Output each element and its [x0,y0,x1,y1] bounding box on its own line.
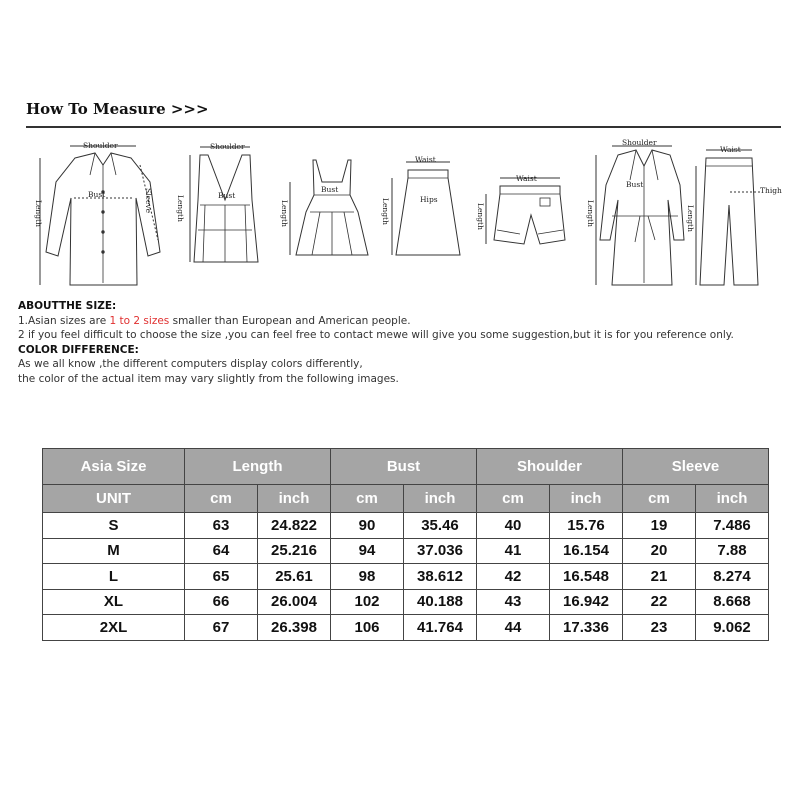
garment-label: Bust [218,191,236,200]
note-text: 1.Asian sizes are [18,314,110,327]
table-cell: 41 [477,538,550,564]
garment-label: Bust [321,185,339,194]
column-header: Shoulder [477,449,623,485]
unit-cell: UNIT [43,485,185,513]
garment-label: Length [280,200,289,227]
about-size-heading: ABOUTTHE SIZE: [18,300,117,312]
table-cell: 44 [477,615,550,641]
table-cell: 16.548 [550,564,623,590]
size-cell: M [43,538,185,564]
table-cell: 26.398 [258,615,331,641]
table-cell: 19 [623,513,696,539]
table-row [43,615,769,641]
table-cell: 7.486 [696,513,769,539]
garment-label: Shoulder [83,141,118,150]
table-cell: 23 [623,615,696,641]
table-cell: 94 [331,538,404,564]
size-chart-table [42,448,769,641]
unit-cell: inch [258,485,331,513]
size-notes [18,299,788,386]
garment-label: Length [586,200,595,227]
table-cell: 40.188 [404,589,477,615]
table-cell: 42 [477,564,550,590]
note-line-3: As we all know ,the different computers display colors differently, [18,358,363,370]
garment-label: Shoulder [622,138,657,147]
garment-label: Sleeve [144,188,153,214]
size-cell: S [43,513,185,539]
table-cell: 20 [623,538,696,564]
table-cell: 26.004 [258,589,331,615]
garment-label: Hips [420,195,438,204]
garment-label: Length [34,200,43,227]
table-cell: 17.336 [550,615,623,641]
dress-icon [280,160,368,255]
measurement-illustrations [0,130,800,300]
size-cell: L [43,564,185,590]
blouse-icon [34,141,160,285]
table-row [43,513,769,539]
size-range-highlight: 1 to 2 sizes [109,314,170,327]
garment-label: Bust [88,190,106,199]
garment-label: Bust [626,180,644,189]
garment-label: Waist [415,155,436,164]
table-cell: 43 [477,589,550,615]
table-unit-row [43,485,769,513]
color-difference-heading: COLOR DIFFERENCE: [18,343,139,356]
table-cell: 25.61 [258,564,331,590]
column-header: Asia Size [43,449,185,485]
garment-label: Thigh [760,186,782,195]
table-header-row [43,449,769,485]
table-cell: 65 [185,564,258,590]
coat-icon [586,138,684,285]
column-header: Length [185,449,331,485]
garment-label: Waist [516,174,537,183]
table-cell: 37.036 [404,538,477,564]
unit-cell: inch [696,485,769,513]
note-text: smaller than European and American people. [169,314,411,327]
tank-top-icon [176,142,258,262]
unit-cell: cm [185,485,258,513]
note-line-4: the color of the actual item may vary slightly from the following images. [18,372,399,385]
table-cell: 8.274 [696,564,769,590]
table-row [43,538,769,564]
page-title: How To Measure >>> [26,100,209,118]
table-row [43,589,769,615]
column-header: Sleeve [623,449,769,485]
size-cell: XL [43,589,185,615]
table-cell: 7.88 [696,538,769,564]
table-cell: 41.764 [404,615,477,641]
table-cell: 9.062 [696,615,769,641]
table-cell: 98 [331,564,404,590]
table-cell: 16.154 [550,538,623,564]
garment-label: Waist [720,145,741,154]
unit-cell: inch [550,485,623,513]
size-cell: 2XL [43,615,185,641]
table-cell: 90 [331,513,404,539]
table-cell: 102 [331,589,404,615]
garment-label: Length [476,203,485,230]
note-line-1 [18,314,788,329]
table-cell: 38.612 [404,564,477,590]
table-cell: 64 [185,538,258,564]
table-cell: 15.76 [550,513,623,539]
table-cell: 25.216 [258,538,331,564]
unit-cell: cm [331,485,404,513]
column-header: Bust [331,449,477,485]
table-cell: 21 [623,564,696,590]
unit-cell: cm [477,485,550,513]
shorts-icon [476,174,565,244]
garment-label: Shoulder [210,142,245,151]
unit-cell: cm [623,485,696,513]
garment-label: Length [176,195,185,222]
table-cell: 35.46 [404,513,477,539]
skirt-icon [381,155,460,255]
table-cell: 63 [185,513,258,539]
table-cell: 67 [185,615,258,641]
table-cell: 24.822 [258,513,331,539]
table-cell: 66 [185,589,258,615]
unit-cell: inch [404,485,477,513]
pants-icon [686,145,782,285]
table-cell: 8.668 [696,589,769,615]
table-row [43,564,769,590]
garment-label: Length [686,205,695,232]
garment-label: Length [381,198,390,225]
note-line-2: 2 if you feel difficult to choose the size ,you can feel free to contact mewe will give you some suggestion,but it is for you reference only. [18,329,734,341]
table-cell: 22 [623,589,696,615]
table-cell: 16.942 [550,589,623,615]
title-divider [26,126,781,128]
table-cell: 106 [331,615,404,641]
table-cell: 40 [477,513,550,539]
